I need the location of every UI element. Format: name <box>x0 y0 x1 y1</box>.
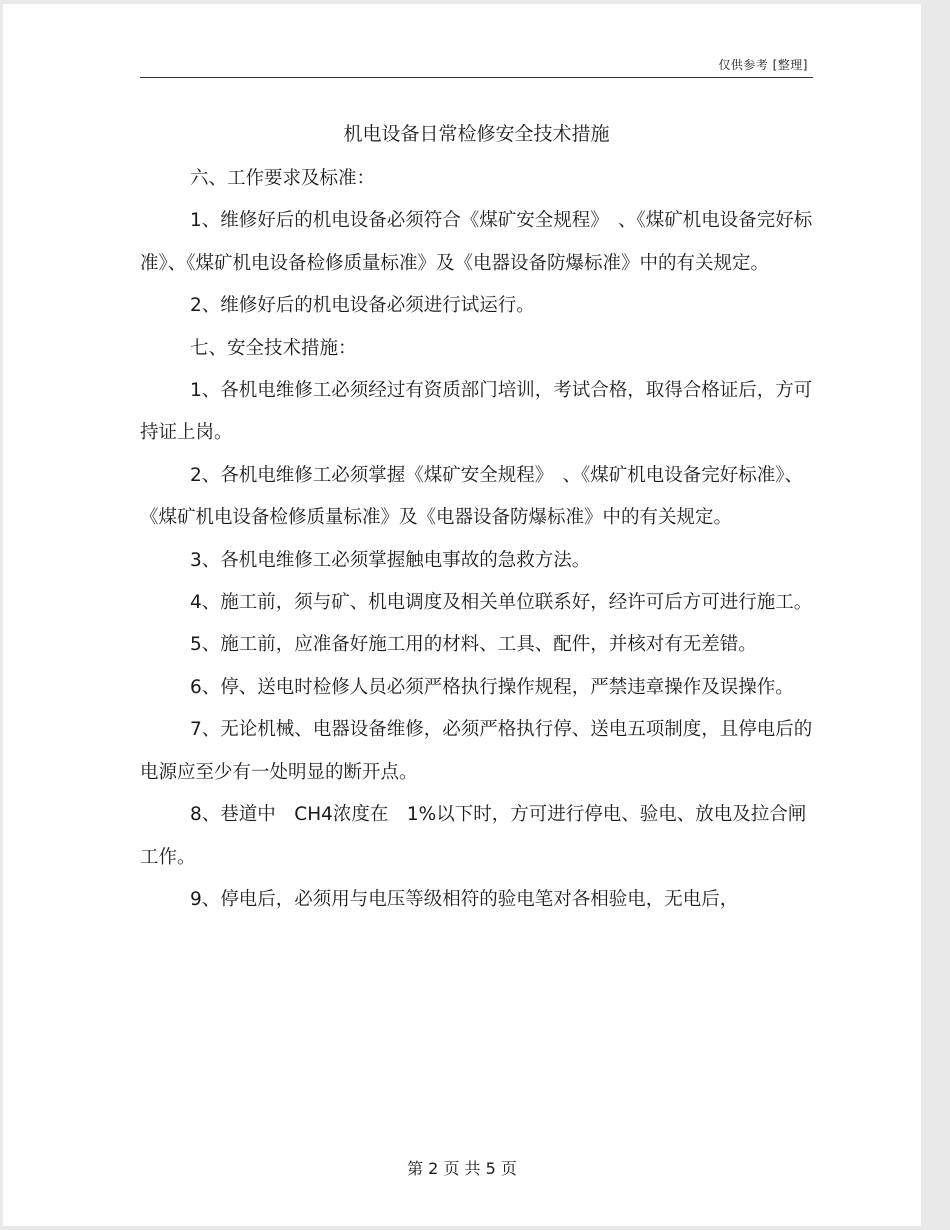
document-body <box>140 158 813 921</box>
paragraph-7-7: 7、无论机械、电器设备维修，必须严格执行停、送电五项制度，且停电后的电源应至少有一处明显的断开点。 <box>140 719 813 783</box>
paragraph-7-1: 1、各机电维修工必须经过有资质部门培训，考试合格，取得合格证后，方可持证上岗。 <box>140 380 813 444</box>
paragraph-6-1: 1、维修好后的机电设备必须符合《煤矿安全规程》 、《煤矿机电设备完好标准》、《煤矿机电设备检修质量标准》及《电器设备防爆标准》中的有关规定。 <box>140 210 813 274</box>
paragraph-6-2: 2、维修好后的机电设备必须进行试运行。 <box>190 295 535 317</box>
header-note: 仅供参考 [整理] <box>718 58 808 72</box>
header-divider <box>140 77 813 78</box>
section-heading-7: 七、安全技术措施： <box>190 337 357 359</box>
paragraph-7-2: 2、各机电维修工必须掌握《煤矿安全规程》 、《煤矿机电设备完好标准》、《煤矿机电设备检修质量标准》及《电器设备防爆标准》中的有关规定。 <box>140 464 804 529</box>
paragraph-7-4: 4、施工前，须与矿、机电调度及相关单位联系好，经许可后方可进行施工。 <box>190 592 813 614</box>
paragraph-7-8: 8、巷道中 CH4浓度在 1%以下时，方可进行停电、验电、放电及拉合闸工作。 <box>140 804 807 868</box>
paragraph-7-3: 3、各机电维修工必须掌握触电事故的急救方法。 <box>190 549 591 571</box>
paragraph-7-5: 5、施工前，应准备好施工用的材料、工具、配件，并核对有无差错。 <box>190 634 757 656</box>
page-number: 第 2 页 共 5 页 <box>407 1159 517 1178</box>
document-title: 机电设备日常检修安全技术措施 <box>343 123 610 145</box>
paragraph-7-6: 6、停、送电时检修人员必须严格执行操作规程，严禁违章操作及误操作。 <box>190 676 794 698</box>
section-heading-6: 六、工作要求及标准： <box>190 168 376 189</box>
document-page <box>3 4 921 1226</box>
paragraph-7-9: 9、停电后，必须用与电压等级相符的验电笔对各相验电，无电后， <box>190 888 739 910</box>
